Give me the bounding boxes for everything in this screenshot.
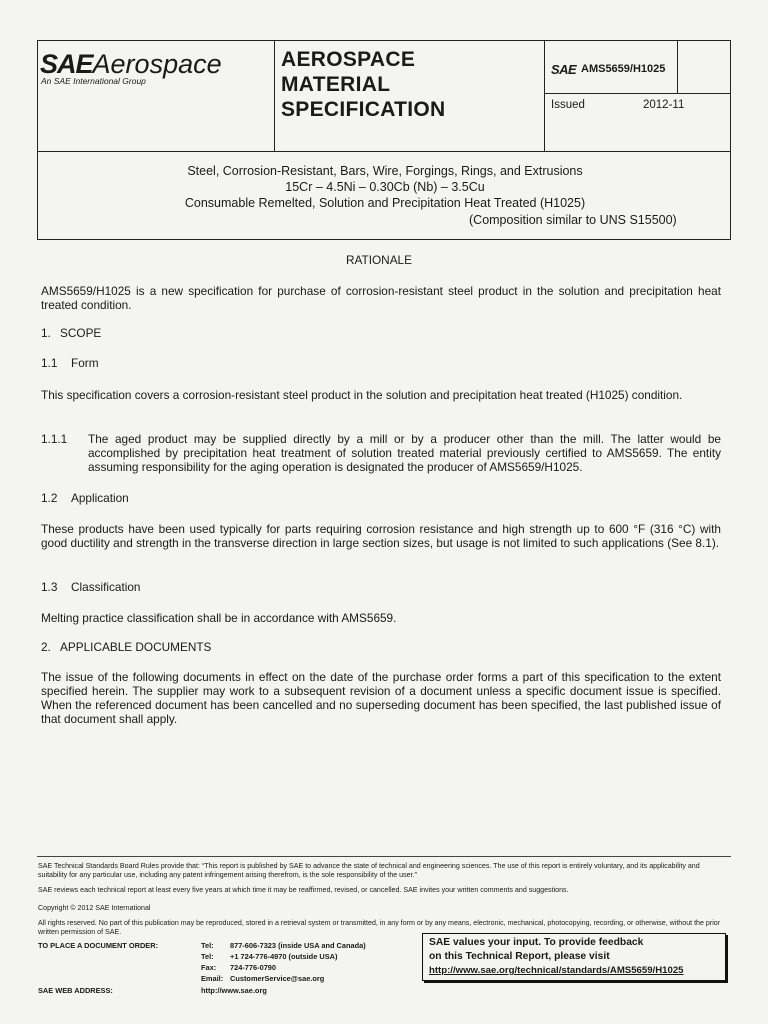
section-1-heading <box>41 326 101 340</box>
section-number: 1. <box>41 326 51 340</box>
section-2-text: The issue of the following documents in effect on the date of the purchase order forms a part of this specification to the extent specified herein. The supplier may work to a subsequent revision of a document unless a specific document issue is specified. When the referenced document has been cancelled and no superseding document has been specified, the last published issue of that document shall apply. <box>41 670 721 726</box>
logo-aerospace-text: Aerospace <box>92 49 222 79</box>
footer-divider <box>37 856 731 857</box>
meta-area <box>544 41 731 151</box>
subtitle-line-2: 15Cr – 4.5Ni – 0.30Cb (Nb) – 3.5Cu <box>285 180 485 194</box>
title-area <box>274 41 545 151</box>
issued-label: Issued <box>551 99 585 111</box>
doc-number: AMS5659/H1025 <box>581 63 666 75</box>
contact-label: Fax: <box>201 963 217 972</box>
section-1-1-1-text: The aged product may be supplied directly by a mill or by a producer other than the mill. The latter would be accomplished by precipitation heat treatment of solution treated material previously certified to AMS5659. The entity assuming responsibility for the aging operation is designated the producer of AMS5659/H1025. <box>88 432 721 474</box>
section-1-1-text: This specification covers a corrosion-resistant steel product in the solution and precipitation heat treated (H1025) condition. <box>41 388 683 402</box>
section-1-2-heading <box>41 491 129 505</box>
subtitle-box <box>37 152 731 240</box>
spec-title-line-2: MATERIAL <box>281 73 391 96</box>
subtitle-line-3: Consumable Remelted, Solution and Precipitation Heat Treated (H1025) <box>184 196 586 210</box>
contact-fax: 724-776-0790 <box>230 963 277 972</box>
section-1-3-text: Melting practice classification shall be in accordance with AMS5659. <box>41 611 397 625</box>
section-title: Form <box>71 356 99 370</box>
subtitle-line-4: (Composition similar to UNS S15500) <box>469 213 677 227</box>
cell-divider <box>677 41 678 93</box>
feedback-link[interactable]: http://www.sae.org/technical/standards/AMS5659/H1025 <box>429 965 684 976</box>
order-label: TO PLACE A DOCUMENT ORDER: <box>38 941 159 950</box>
logo-area <box>38 41 274 151</box>
contact-phone-international: +1 724-776-4970 (outside USA) <box>230 952 338 961</box>
section-2-heading <box>41 640 211 654</box>
spec-title-line-1: AEROSPACE <box>281 48 416 71</box>
section-title: APPLICABLE DOCUMENTS <box>60 640 212 654</box>
sae-small-logo: SAE <box>551 62 577 77</box>
subtitle-line-1: Steel, Corrosion-Resistant, Bars, Wire, Forgings, Rings, and Extrusions <box>187 164 583 178</box>
section-1-1-heading <box>41 356 99 370</box>
contact-label: Tel: <box>201 941 214 950</box>
footer-rules-text: SAE Technical Standards Board Rules provide that: “This report is published by SAE to advance the state of technical and engineering sciences. The use of this report is entirely voluntary, and its applicability and suitability for any particular use, including any patent infringement arising therefrom, is the sole responsibility of the user.” <box>38 862 700 879</box>
spec-title <box>281 47 541 122</box>
web-address-label: SAE WEB ADDRESS: <box>38 986 113 995</box>
contact-label: Email: <box>201 974 224 983</box>
web-address-link[interactable]: http://www.sae.org <box>201 986 267 995</box>
feedback-line-1: SAE values your input. To provide feedback <box>429 937 644 948</box>
footer-review-text: SAE reviews each technical report at least every five years at which time it may be reaffirmed, revised, or cancelled. SAE invites your written comments and suggestions. <box>38 886 569 894</box>
section-title: Application <box>71 491 129 505</box>
section-number: 2. <box>41 640 51 654</box>
doc-number-cell <box>545 41 731 94</box>
logo-subtitle: An SAE International Group <box>41 76 146 86</box>
section-title: Classification <box>71 580 141 594</box>
section-number: 1.3 <box>41 580 58 594</box>
footer-rights-text: All rights reserved. No part of this publication may be reproduced, stored in a retrieval system or transmitted, in any form or by any means, electronic, mechanical, photocopying, recording, or otherwise, without the prior written permission of SAE. <box>38 919 721 936</box>
logo-sae-text: SAE <box>40 49 93 79</box>
feedback-box <box>422 933 726 981</box>
spec-title-line-3: SPECIFICATION <box>281 98 446 121</box>
section-number: 1.2 <box>41 491 58 505</box>
section-title: SCOPE <box>60 326 102 340</box>
contact-phone-domestic: 877-606-7323 (inside USA and Canada) <box>230 941 366 950</box>
feedback-line-2: on this Technical Report, please visit <box>429 951 610 962</box>
section-1-3-heading <box>41 580 141 594</box>
footer-copyright: Copyright © 2012 SAE International <box>38 904 151 912</box>
rationale-text: AMS5659/H1025 is a new specification for purchase of corrosion-resistant steel product in the solution and precipitation heat treated condition. <box>41 284 721 312</box>
contact-label: Tel: <box>201 952 214 961</box>
rationale-heading: RATIONALE <box>346 253 412 267</box>
issued-date: 2012-11 <box>643 99 685 111</box>
section-1-1-1-number: 1.1.1 <box>41 432 68 446</box>
section-1-2-text: These products have been used typically for parts requiring corrosion resistance and high strength up to 600 °F (316 °C) with good ductility and strength in the transverse direction in large section sizes, but usage is not limited to such applications (See 8.1). <box>41 522 721 550</box>
contact-email[interactable]: CustomerService@sae.org <box>230 974 325 983</box>
section-number: 1.1 <box>41 356 58 370</box>
header-box <box>37 40 731 152</box>
